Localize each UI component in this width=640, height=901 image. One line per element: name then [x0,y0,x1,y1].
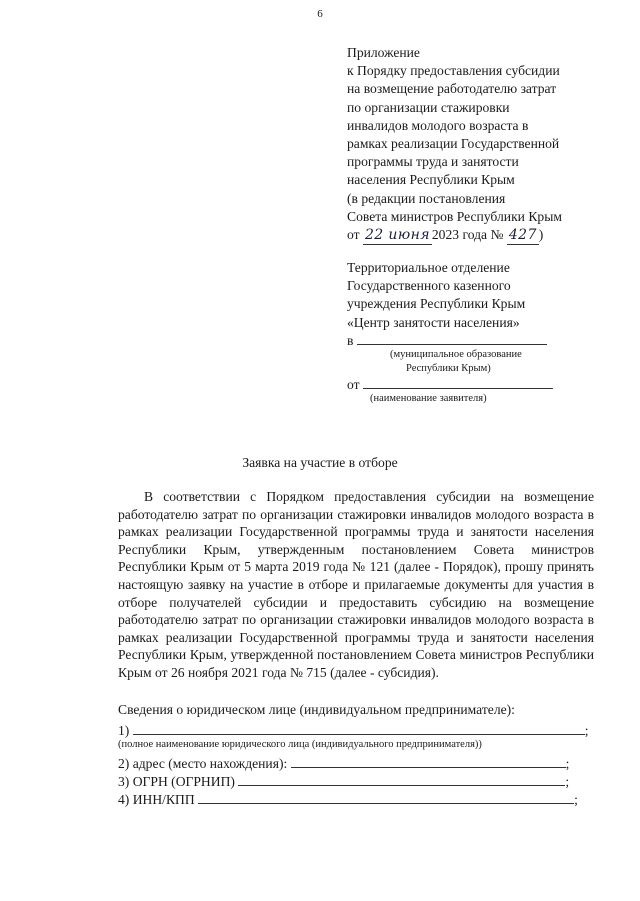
recipient-line: учреждения Республики Крым [347,296,526,312]
date-suffix: 2023 года № [431,227,504,243]
date-prefix: от [347,227,360,243]
appendix-line: инвалидов молодого возраста в [347,117,529,133]
document-title: Заявка на участие в отборе [242,455,398,470]
appendix-line: на возмещение работодателю затрат [347,81,557,97]
field-row-2 [118,753,569,772]
field-4-label: 4) ИНН/КПП [118,792,195,807]
handwritten-number: 427 [507,226,539,245]
applicant-name-blank[interactable] [363,375,553,389]
appendix-block [347,44,562,245]
appendix-line: (в редакции постановления [347,190,506,206]
field-row-3 [118,771,569,790]
ogrn-blank[interactable] [238,771,565,786]
appendix-line: Приложение [347,45,420,60]
municipality-caption-1: (муниципальное образование [390,349,522,360]
municipality-blank[interactable] [357,331,547,345]
appendix-line: Совета министров Республики Крым [347,208,562,224]
appendix-line: рамках реализации Государственной [347,136,560,152]
field-terminator: ; [574,792,578,807]
page-number: 6 [317,8,323,20]
appendix-line: населения Республики Крым [347,172,515,188]
appendix-line: по организации стажировки [347,99,510,115]
recipient-in-row [347,331,547,349]
in-prefix: в [347,333,354,348]
appendix-date-line [347,226,562,245]
recipient-block [347,259,525,332]
field-row-4 [118,789,578,808]
info-heading: Сведения о юридическом лице (индивидуальном предпринимателе): [118,702,515,717]
field-terminator: ; [565,756,570,771]
field-3-label: 3) ОГРН (ОГРНИП) [118,774,235,789]
paragraph-text: В соответствии с Порядком предоставления субсидии на возмещение работодателю затрат по организации стажировки инвалидов молодого возраста в рамках реализации Государственной программы труда и занятости населения Республики Крым, утвержденным постановлением Совета министров Республики Крым от 5 марта 2019 года № 121 (далее - Порядок), прошу принять настоящую заявку на участие в отборе и прилагаемые документы для участия в отборе получателей субсидии и предоставить субсидию на возмещение работодателю затрат по организации стажировки инвалидов молодого возраста в рамках реализации Государственной программы труда и занятости населения Республики Крым, утвержденной постановлением Совета министров Республики Крым от 26 ноября 2021 года № 715 (далее - субсидия). [118,489,594,680]
full-name-caption: (полное наименование юридического лица (индивидуального предпринимателя)) [118,739,482,750]
handwritten-date: 22 июня [363,226,432,245]
appendix-line: к Порядку предоставления субсидии [347,63,560,79]
main-paragraph [118,488,594,682]
closing-paren: ) [538,227,544,243]
appendix-line: программы труда и занятости [347,154,519,170]
recipient-line: «Центр занятости населения» [347,314,520,330]
applicant-caption: (наименование заявителя) [370,393,487,404]
field-row-1 [118,720,589,739]
inn-kpp-blank[interactable] [198,789,574,804]
field-2-label: 2) адрес (место нахождения): [118,756,288,771]
from-prefix: от [347,377,360,392]
recipient-line: Территориальное отделение [347,260,510,275]
field-terminator: ; [584,723,589,738]
recipient-from-row [347,375,553,393]
address-blank[interactable] [291,753,566,768]
full-name-blank[interactable] [133,720,585,735]
municipality-caption-2: Республики Крым) [406,363,491,374]
recipient-line: Государственного казенного [347,278,511,294]
field-1-label: 1) [118,723,130,738]
field-terminator: ; [565,774,570,789]
